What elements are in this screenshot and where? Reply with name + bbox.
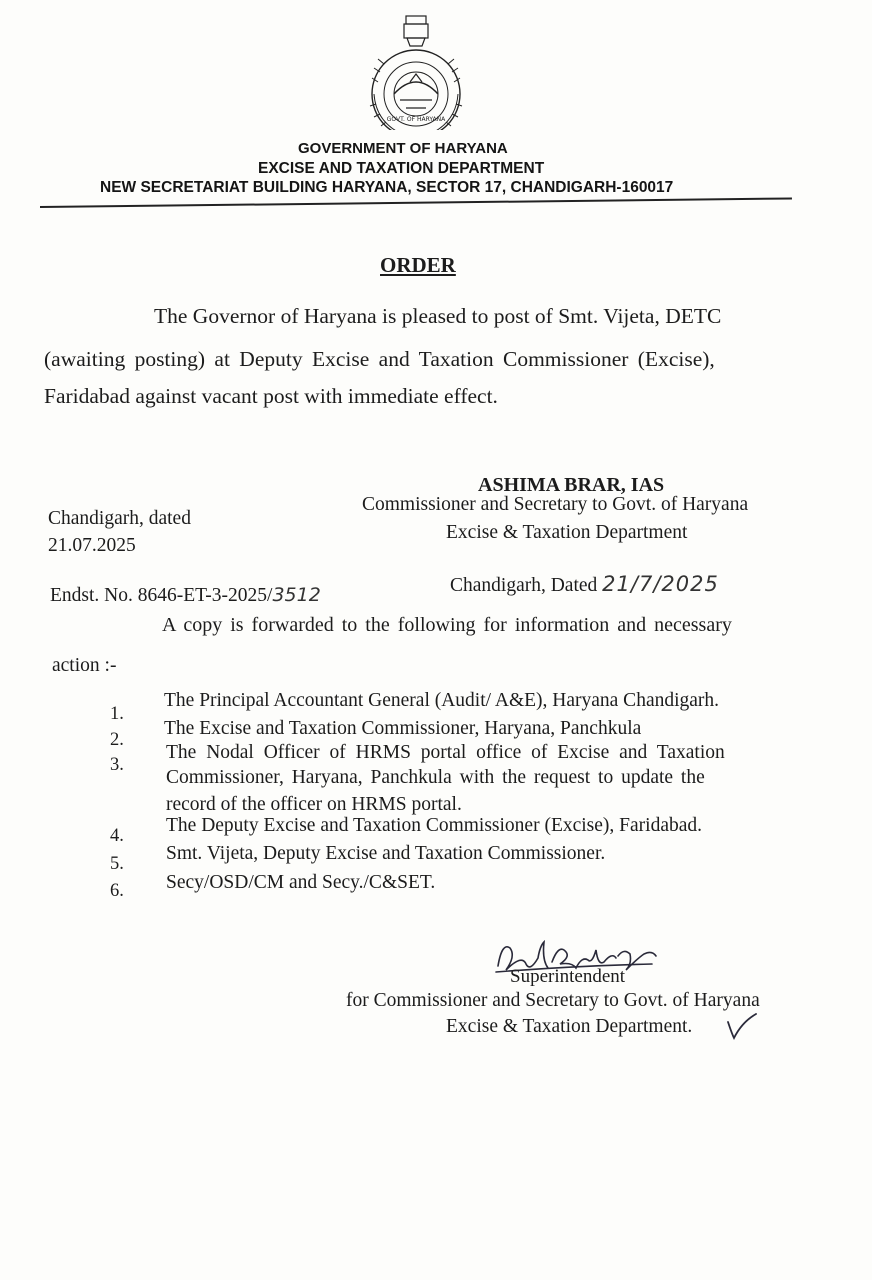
haryana-state-emblem-icon (366, 12, 466, 130)
header-address: NEW SECRETARIAT BUILDING HARYANA, SECTOR 17, CHANDIGARH-160017 (100, 179, 674, 196)
recipient-number: 2. (110, 730, 124, 750)
endorsement-date (450, 572, 719, 597)
copy-forward-line: A copy is forwarded to the following for information and necessary (162, 614, 732, 636)
recipient-text: Secy/OSD/CM and Secy./C&SET. (166, 872, 436, 893)
endorsement-prefix: Endst. No. 8646-ET-3-2025/ (50, 585, 273, 606)
header-divider (40, 197, 792, 208)
recipient-number: 1. (110, 704, 124, 724)
superintendent-line: for Commissioner and Secretary to Govt. of Haryana (346, 990, 760, 1011)
endorsement-number (50, 584, 321, 607)
handwritten-tick-mark (724, 1010, 760, 1042)
recipient-text: The Principal Accountant General (Audit/ A&E), Haryana Chandigarh. (164, 690, 720, 711)
handwritten-endorsement-number: 3512 (272, 584, 321, 606)
recipient-text: Smt. Vijeta, Deputy Excise and Taxation Commissioner. (166, 843, 606, 864)
issue-date: 21.07.2025 (48, 535, 136, 556)
recipient-number: 6. (110, 881, 124, 901)
handwritten-date: 21/7/2025 (602, 572, 719, 596)
order-body-line: (awaiting posting) at Deputy Excise and Taxation Commissioner (Excise), (44, 347, 715, 371)
copy-forward-line: action :- (52, 655, 117, 676)
endorsement-dated-label: Chandigarh, Dated (450, 575, 598, 596)
issue-place: Chandigarh, dated (48, 508, 191, 529)
order-body-line: Faridabad against vacant post with immediate effect. (44, 384, 498, 408)
superintendent-title: Superintendent (510, 966, 626, 987)
recipient-item (110, 881, 124, 902)
recipient-item (110, 826, 124, 847)
signatory-designation: Commissioner and Secretary to Govt. of Haryana (362, 494, 749, 515)
recipient-item (110, 755, 124, 776)
order-body-line: The Governor of Haryana is pleased to post of Smt. Vijeta, DETC (154, 304, 722, 328)
recipient-text: The Deputy Excise and Taxation Commissioner (Excise), Faridabad. (166, 815, 703, 836)
recipient-text: record of the officer on HRMS portal. (166, 794, 462, 815)
recipient-item (110, 730, 124, 751)
header-department: EXCISE AND TAXATION DEPARTMENT (258, 160, 545, 177)
recipient-item (110, 854, 124, 875)
signatory-department: Excise & Taxation Department (446, 522, 688, 543)
recipient-number: 3. (110, 755, 124, 775)
recipient-item (110, 704, 124, 725)
header-government: GOVERNMENT OF HARYANA (298, 140, 508, 157)
order-title: ORDER (380, 253, 456, 277)
signatory-name: ASHIMA BRAR, IAS (478, 474, 665, 496)
recipient-number: 5. (110, 854, 124, 874)
svg-text:GOVT. OF HARYANA: GOVT. OF HARYANA (386, 116, 446, 123)
recipient-text: Commissioner, Haryana, Panchkula with the request to update the (166, 767, 705, 788)
recipient-number: 4. (110, 826, 124, 846)
superintendent-department: Excise & Taxation Department. (446, 1016, 693, 1037)
recipient-text: The Excise and Taxation Commissioner, Haryana, Panchkula (164, 718, 642, 739)
recipient-text: The Nodal Officer of HRMS portal office of Excise and Taxation (166, 742, 725, 763)
